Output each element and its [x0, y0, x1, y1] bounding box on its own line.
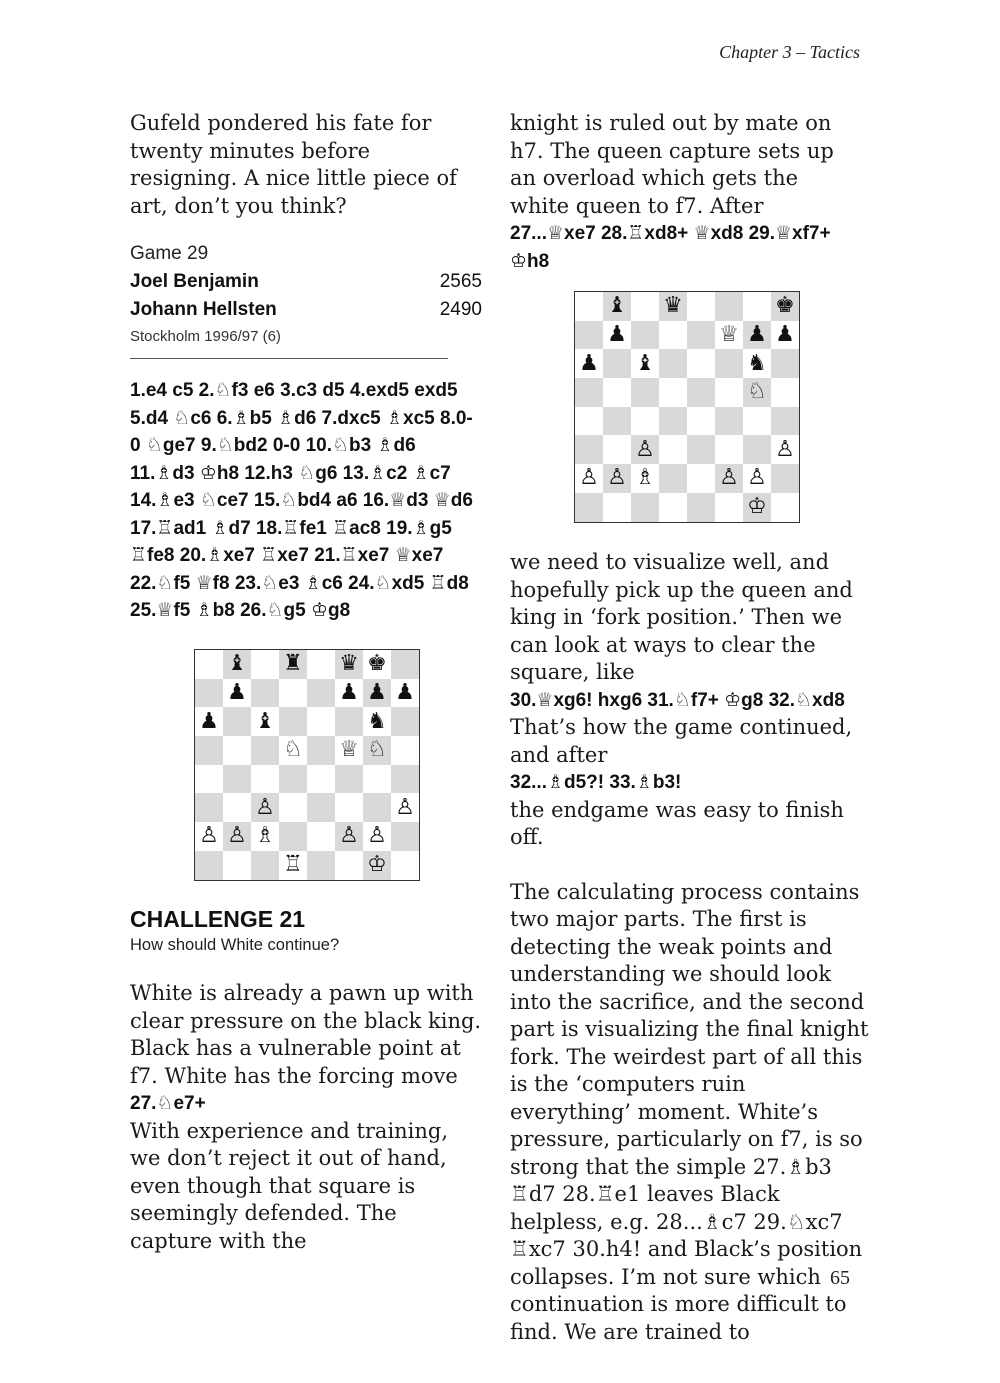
chess-piece-icon: ♛ — [663, 293, 683, 319]
square-c2 — [251, 822, 279, 851]
chess-piece-icon: ♚ — [775, 293, 795, 319]
challenge-title: CHALLENGE 21 — [130, 906, 306, 932]
chess-piece-icon: ♝ — [607, 293, 627, 319]
square-d7 — [279, 679, 307, 708]
chess-piece-icon: ♚ — [367, 651, 387, 677]
square-h7 — [771, 321, 799, 350]
square-a8 — [575, 292, 603, 321]
intro-paragraph: Gufeld pondered his fate for twenty minutes before resigning. A nice little piece of art, don’t you think? — [130, 111, 457, 218]
square-f6 — [715, 349, 743, 378]
square-g8 — [363, 650, 391, 679]
square-e1 — [687, 493, 715, 522]
square-d1 — [659, 493, 687, 522]
square-d5 — [279, 736, 307, 765]
event-info: Stockholm 1996/97 (6) — [130, 324, 448, 359]
square-g7 — [363, 679, 391, 708]
chess-piece-icon: ♙ — [255, 794, 275, 820]
square-h6 — [771, 349, 799, 378]
left-column — [130, 110, 482, 625]
square-c2 — [631, 464, 659, 493]
square-c5 — [631, 378, 659, 407]
square-c3 — [251, 793, 279, 822]
chess-piece-icon: ♜ — [283, 651, 303, 677]
square-c6 — [631, 349, 659, 378]
square-d2 — [659, 464, 687, 493]
square-h2 — [391, 822, 419, 851]
chess-piece-icon: ♙ — [747, 465, 767, 491]
chess-piece-icon: ♗ — [255, 823, 275, 849]
chess-piece-icon: ♖ — [283, 852, 303, 878]
square-f3 — [715, 435, 743, 464]
square-e3 — [307, 793, 335, 822]
chess-piece-icon: ♟ — [227, 680, 247, 706]
square-c8 — [631, 292, 659, 321]
square-a3 — [195, 793, 223, 822]
square-e1 — [307, 851, 335, 880]
square-a5 — [575, 378, 603, 407]
square-e7 — [687, 321, 715, 350]
chess-piece-icon: ♟ — [775, 322, 795, 348]
white-player: Joel Benjamin — [130, 271, 259, 292]
square-f1 — [335, 851, 363, 880]
right-column-top — [510, 110, 870, 275]
square-f5 — [715, 378, 743, 407]
square-c1 — [631, 493, 659, 522]
chess-diagram-1 — [194, 649, 420, 881]
square-h2 — [771, 464, 799, 493]
game-header — [130, 240, 482, 359]
challenge-question: How should White continue? — [130, 936, 340, 954]
right-column-bottom — [510, 549, 870, 1346]
chess-piece-icon: ♔ — [747, 494, 767, 520]
square-h4 — [391, 765, 419, 794]
page-number: 65 — [830, 1267, 850, 1289]
square-g8 — [743, 292, 771, 321]
chess-piece-icon: ♟ — [747, 322, 767, 348]
chess-piece-icon: ♘ — [283, 737, 303, 763]
square-h1 — [391, 851, 419, 880]
square-c3 — [631, 435, 659, 464]
square-b3 — [223, 793, 251, 822]
chess-piece-icon: ♟ — [607, 322, 627, 348]
square-a6 — [195, 707, 223, 736]
chess-piece-icon: ♗ — [635, 465, 655, 491]
square-a2 — [575, 464, 603, 493]
chess-piece-icon: ♙ — [635, 436, 655, 462]
square-f2 — [335, 822, 363, 851]
square-h5 — [391, 736, 419, 765]
square-f8 — [715, 292, 743, 321]
chess-piece-icon: ♙ — [199, 823, 219, 849]
square-g1 — [743, 493, 771, 522]
chess-piece-icon: ♝ — [255, 708, 275, 734]
chess-piece-icon: ♕ — [339, 737, 359, 763]
square-h3 — [391, 793, 419, 822]
square-g3 — [743, 435, 771, 464]
square-c7 — [251, 679, 279, 708]
chess-piece-icon: ♙ — [775, 436, 795, 462]
square-e2 — [307, 822, 335, 851]
square-a7 — [195, 679, 223, 708]
square-c6 — [251, 707, 279, 736]
square-c7 — [631, 321, 659, 350]
square-a7 — [575, 321, 603, 350]
right-paragraph-3: That’s how the game continued, and after — [510, 715, 853, 767]
chess-piece-icon: ♟ — [339, 680, 359, 706]
right-moves-1: 27...♕xe7 28.♖xd8+ ♕xd8 29.♕xf7+ ♔h8 — [510, 223, 831, 272]
square-e6 — [687, 349, 715, 378]
square-e5 — [307, 736, 335, 765]
square-b3 — [603, 435, 631, 464]
chess-piece-icon: ♛ — [339, 651, 359, 677]
square-a1 — [195, 851, 223, 880]
right-paragraph-4: the endgame was easy to finish off. — [510, 797, 844, 849]
challenge-paragraph-2: With experience and training, we don’t reject it out of hand, even though that square is seemingly defended. The capture with the — [130, 1118, 449, 1253]
square-d1 — [279, 851, 307, 880]
square-a5 — [195, 736, 223, 765]
square-g6 — [743, 349, 771, 378]
square-a4 — [575, 407, 603, 436]
chess-piece-icon: ♘ — [747, 379, 767, 405]
right-moves-3: 32...♗d5?! 33.♗b3! — [510, 772, 682, 793]
square-e8 — [687, 292, 715, 321]
chess-piece-icon: ♝ — [227, 651, 247, 677]
square-d4 — [659, 407, 687, 436]
square-b5 — [223, 736, 251, 765]
chess-piece-icon: ♙ — [367, 823, 387, 849]
running-head: Chapter 3 – Tactics — [719, 42, 860, 62]
chess-piece-icon: ♟ — [367, 680, 387, 706]
right-moves-2: 30.♕xg6! hxg6 31.♘f7+ ♔g8 32.♘xd8 — [510, 689, 845, 711]
square-a6 — [575, 349, 603, 378]
chess-piece-icon: ♘ — [367, 737, 387, 763]
square-g2 — [743, 464, 771, 493]
square-b2 — [223, 822, 251, 851]
square-g6 — [363, 707, 391, 736]
right-paragraph-5: The calculating process contains two major parts. The first is detecting the weak points and understanding we should look into the sacrifice, and the second part is visualizing the final knight fork. The weirdest part of all this is the ‘computers ruin everything’ moment. White’s pressure, particularly on f7, is so strong that the simple 27.♗b3 ♖d7 28.♖e1 leaves Black helpless, e.g. 28...♗c7 29.♘xc7 ♖xc7 30.h4! and Black’s position collapses. I’m not sure which continuation is more difficult to find. We are trained to — [510, 879, 869, 1344]
square-a1 — [575, 493, 603, 522]
square-c5 — [251, 736, 279, 765]
game-moves: 1.e4 c5 2.♘f3 e6 3.c3 d5 4.exd5 exd5 5.d4 ♘c6 6.♗b5 ♗d6 7.dxc5 ♗xc5 8.0-0 ♘ge7 9.♘bd2 0-0 10.♘b3 ♗d6 11.♗d3 ♔h8 12.h3 ♘g6 13.♗c2 ♗c7 14.♗e3 ♘ce7 15.♘bd4 a6 16.♕d3 ♕d6 17.♖ad1 ♗d7 18.♖fe1 ♖ac8 19.♗g5 ♖fe8 20.♗xe7 ♖xe7 21.♖xe7 ♕xe7 22.♘f5 ♕f8 23.♘e3 ♗c6 24.♘xd5 ♖d8 25.♕f5 ♗b8 26.♘g5 ♔g8 — [130, 380, 473, 621]
square-e5 — [687, 378, 715, 407]
square-d3 — [659, 435, 687, 464]
square-d2 — [279, 822, 307, 851]
right-paragraph-1: knight is ruled out by mate on h7. The queen capture sets up an overload which gets the white queen to f7. After — [510, 111, 834, 218]
square-b7 — [223, 679, 251, 708]
square-h5 — [771, 378, 799, 407]
square-b7 — [603, 321, 631, 350]
square-g4 — [743, 407, 771, 436]
square-a2 — [195, 822, 223, 851]
game-label: Game 29 — [130, 243, 209, 264]
square-c4 — [631, 407, 659, 436]
square-c4 — [251, 765, 279, 794]
square-e4 — [687, 407, 715, 436]
chess-piece-icon: ♙ — [395, 794, 415, 820]
square-b4 — [603, 407, 631, 436]
square-d8 — [279, 650, 307, 679]
square-d6 — [279, 707, 307, 736]
square-a8 — [195, 650, 223, 679]
chess-piece-icon: ♙ — [579, 465, 599, 491]
square-b2 — [603, 464, 631, 493]
square-b6 — [603, 349, 631, 378]
square-a4 — [195, 765, 223, 794]
square-g5 — [743, 378, 771, 407]
chess-piece-icon: ♔ — [367, 852, 387, 878]
square-e6 — [307, 707, 335, 736]
chess-diagram-2 — [574, 291, 800, 523]
chess-piece-icon: ♞ — [367, 708, 387, 734]
square-g5 — [363, 736, 391, 765]
square-f8 — [335, 650, 363, 679]
challenge-move: 27.♘e7+ — [130, 1093, 206, 1114]
square-h1 — [771, 493, 799, 522]
square-d7 — [659, 321, 687, 350]
square-g2 — [363, 822, 391, 851]
square-c1 — [251, 851, 279, 880]
chess-piece-icon: ♟ — [199, 708, 219, 734]
chess-piece-icon: ♙ — [227, 823, 247, 849]
chess-piece-icon: ♙ — [339, 823, 359, 849]
square-d3 — [279, 793, 307, 822]
square-b5 — [603, 378, 631, 407]
square-f5 — [335, 736, 363, 765]
chess-piece-icon: ♙ — [719, 465, 739, 491]
challenge-section — [130, 904, 482, 1255]
square-e4 — [307, 765, 335, 794]
square-g7 — [743, 321, 771, 350]
chess-piece-icon: ♞ — [747, 350, 767, 376]
square-d8 — [659, 292, 687, 321]
square-f1 — [715, 493, 743, 522]
square-e7 — [307, 679, 335, 708]
chess-piece-icon: ♕ — [719, 322, 739, 348]
square-f3 — [335, 793, 363, 822]
chess-piece-icon: ♙ — [607, 465, 627, 491]
black-player: Johann Hellsten — [130, 299, 277, 320]
square-g3 — [363, 793, 391, 822]
square-h8 — [771, 292, 799, 321]
chess-piece-icon: ♝ — [635, 350, 655, 376]
square-e8 — [307, 650, 335, 679]
square-b4 — [223, 765, 251, 794]
square-b8 — [603, 292, 631, 321]
square-g4 — [363, 765, 391, 794]
challenge-paragraph-1: White is already a pawn up with clear pressure on the black king. Black has a vulnerable point at f7. White has the forcing move — [130, 981, 482, 1088]
square-h3 — [771, 435, 799, 464]
square-d5 — [659, 378, 687, 407]
square-h8 — [391, 650, 419, 679]
right-paragraph-2: we need to visualize well, and hopefully pick up the queen and king in ‘fork position.’ Then we can look at ways to clear the square, like — [510, 550, 853, 684]
square-b1 — [223, 851, 251, 880]
square-h4 — [771, 407, 799, 436]
square-g1 — [363, 851, 391, 880]
square-h6 — [391, 707, 419, 736]
square-f4 — [335, 765, 363, 794]
square-h7 — [391, 679, 419, 708]
square-f7 — [335, 679, 363, 708]
square-e3 — [687, 435, 715, 464]
square-b1 — [603, 493, 631, 522]
black-rating: 2490 — [439, 299, 482, 320]
square-f6 — [335, 707, 363, 736]
white-rating: 2565 — [439, 271, 482, 292]
square-d6 — [659, 349, 687, 378]
square-b6 — [223, 707, 251, 736]
square-a3 — [575, 435, 603, 464]
square-c8 — [251, 650, 279, 679]
chess-piece-icon: ♟ — [395, 680, 415, 706]
square-e2 — [687, 464, 715, 493]
square-f2 — [715, 464, 743, 493]
chess-piece-icon: ♟ — [579, 350, 599, 376]
square-d4 — [279, 765, 307, 794]
square-b8 — [223, 650, 251, 679]
square-f7 — [715, 321, 743, 350]
square-f4 — [715, 407, 743, 436]
